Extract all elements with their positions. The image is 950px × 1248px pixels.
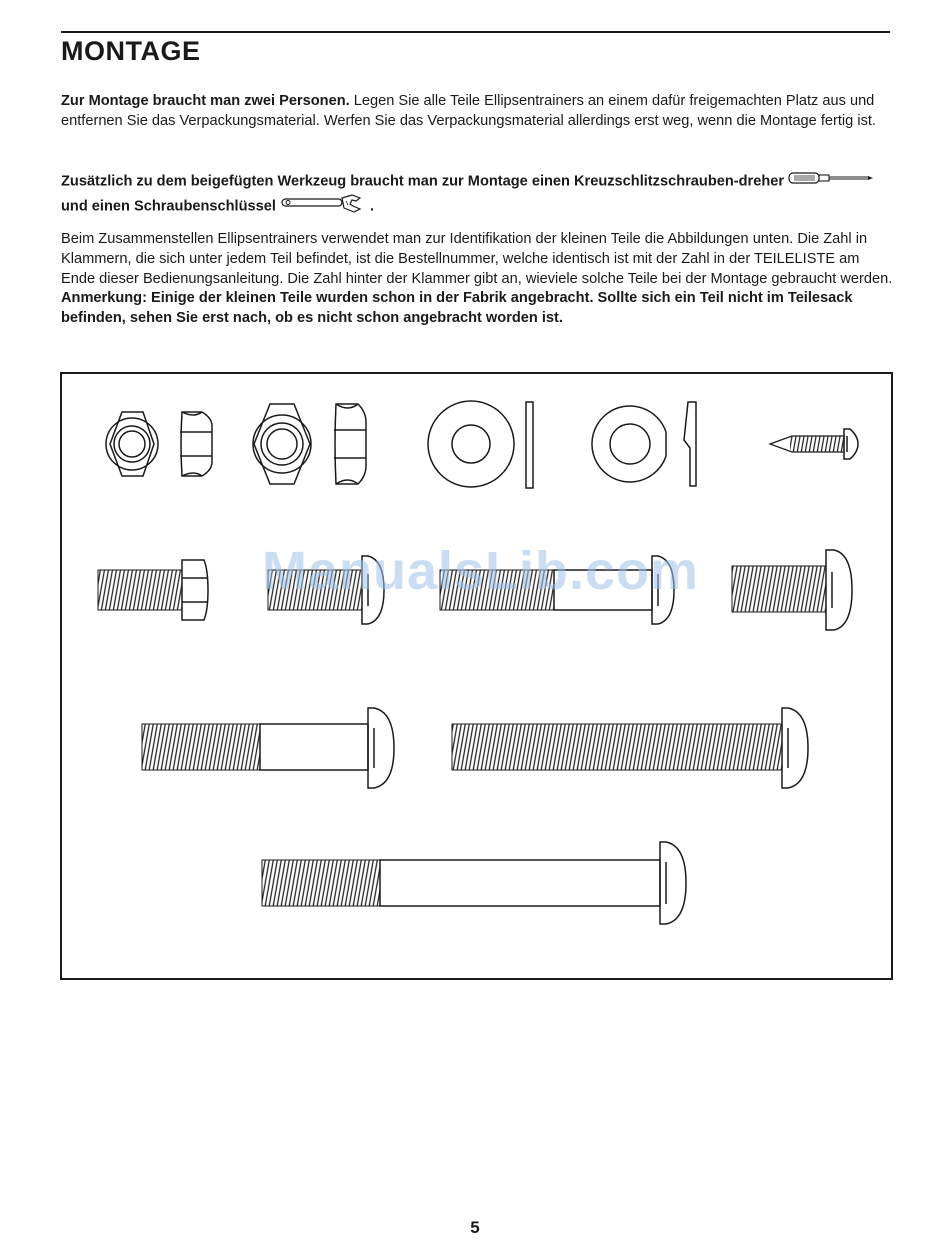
hex-nut-small-side <box>180 412 212 476</box>
wrench-icon <box>280 192 366 221</box>
page-number: 5 <box>470 1218 480 1237</box>
watermark: ManualsLib.com <box>262 541 700 601</box>
tools-text-2: und einen Schraubenschlüssel <box>61 198 276 215</box>
intro-paragraph <box>61 92 896 132</box>
flat-washer <box>428 401 533 488</box>
title-rule <box>61 31 890 33</box>
button-bolt-extra-long <box>262 842 686 924</box>
button-bolt-long-b <box>452 708 808 788</box>
tools-text-3: . <box>370 198 375 215</box>
screwdriver-icon <box>788 171 874 192</box>
tools-paragraph <box>61 171 896 221</box>
hex-nut-large <box>253 404 311 484</box>
identification-paragraph <box>61 230 896 329</box>
intro-text: Legen Sie alle Teile Ellipsentrainers an einem dafür freigemachten Platz aus und entfernen Sie das Verpackungsmaterial. Werfen Sie das Verpackungsmaterial allerdings erst weg, wenn die Montage fertig ist. <box>61 93 876 129</box>
hex-bolt-short <box>98 560 208 620</box>
intro-bold-lead: Zur Montage braucht man zwei Personen. <box>61 93 350 109</box>
parts-drawing <box>62 374 891 978</box>
hex-nut-large-side <box>334 404 366 484</box>
split-lock-washer <box>592 402 696 486</box>
parts-identification-chart <box>60 372 893 980</box>
button-bolt-stub <box>732 550 852 630</box>
hex-nut-small <box>106 412 158 476</box>
section-title: MONTAGE <box>61 36 201 66</box>
button-bolt-long-a <box>142 708 394 788</box>
identification-note: Anmerkung: Einige der kleinen Teile wurden schon in der Fabrik angebracht. Sollte sich ein Teil nicht im Teilesack befinden, sehen Sie erst nach, ob es nicht schon angebracht worden ist. <box>61 290 853 327</box>
identification-text: Beim Zusammenstellen Ellipsentrainers verwendet man zur Identifikation der kleinen Teile die Abbildungen unten. Die Zahl in Klammern, die sich unter jedem Teil befindet, ist die Bestellnummer, welche identisch ist mit der Zahl in der TEILELISTE am Ende dieser Bedienungsanleitung. Die Zahl hinter der Klammer gibt an, wieviele solche Teile bei der Montage gebraucht werden. <box>61 231 893 287</box>
tools-text-1: Zusätzlich zu dem beigefügten Werkzeug braucht man zur Montage einen Kreuzschlitzschrauben-dreher <box>61 173 785 190</box>
pan-head-screw-small <box>770 429 858 459</box>
